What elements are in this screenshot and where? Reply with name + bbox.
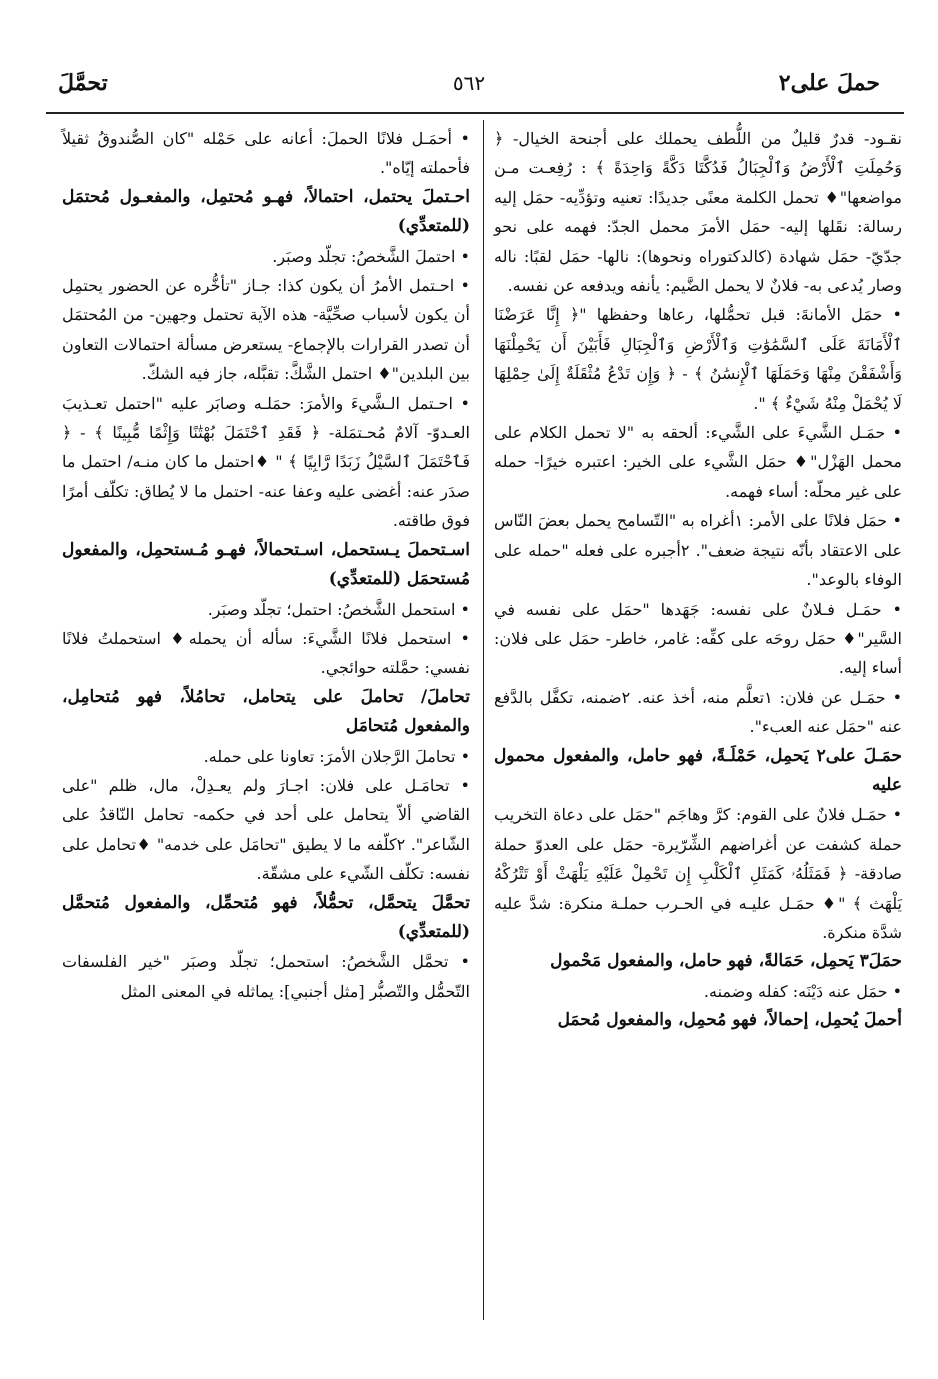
entry-paragraph: • احـتمل الـشَّيءَ والأمرَ: حمَلـه وصابَر عليه "احتمل تعـذيبَ العـدوّ- آلامٌ مُحـتمَلة- ﴿ فَقَدِ ٱحْتَمَلَ بُهْتَٰنًا وَإِثْمًا مُّبِينًا ﴾ - ﴿ فَٱحْتَمَلَ ٱلسَّيْلُ زَبَدًا رَّابِيًا ﴾ " ♦احتمل ما كان منـه/ احتمل ما صدَر عنه: أغضى عليه وعفا عنه- احتمل ما لا يُطاق: تكلّف أمرًا فوق طاقته.: [62, 393, 470, 531]
entry-paragraph: • تحامَـل على فلان: اجـارَ ولم يعـدِلْ، مال، ظلم "على القاضي ألاّ يتحامل على أحد في حكمه- تحامل النّاقدُ على الشّاعر". ٢كلّفه ما لا يطيق "تحامَل على خدمه" ♦تحامل على نفسه: تكلّف الشّيء على مشقّة.: [62, 775, 471, 884]
entry-paragraph: • حمَل فلانًا على الأمر: ١أغراه به "التّسامح يحمل بعضَ النّاس على الاعتقاد بأنّه نتيجة ضعف". ٢أجبره على فعله "حمله على الوفاء بالوعد".: [494, 511, 902, 590]
entry-paragraph: • تحاملَ الرَّجلان الأمرَ: تعاونا على حمله.: [203, 746, 470, 766]
entry-paragraph: • استحمل الشَّخصُ: احتمل؛ تجلّد وصبَر.: [207, 599, 470, 619]
entry-paragraph: • احتملَ الشَّخصُ: تجلّد وصبَر.: [272, 246, 470, 266]
entry-paragraph: • أحمَـل فلانًا الحملَ: أعانه على حَمْله "كان الصُّندوقُ ثقيلاً فأحملته إيّاه".: [62, 129, 470, 178]
entry-paragraph: • حمَـل فلانٌ على القوم: كرَّ وهاجَم "حمَل على دعاة التخريب حملة كشفت عن أغراضهم الشِّرّيرة- حمَل على العدوّ حملة صادقة- ﴿ فَمَثَلُهُۥ كَمَثَلِ ٱلْكَلْبِ إِن تَحْمِلْ عَلَيْهِ يَلْهَثْ أَوْ تَتْرُكْهُ يَلْهَث ﴾ "♦ حمَـل عليـه في الحـرب حملـة منكرة: شدَّ عليه شدَّة منكرة.: [494, 805, 902, 942]
headword-entry: حمَلَ٣ يَحمِل، حَمَالةً، فهو حامل، والمفعول مَحْمول: [550, 951, 902, 972]
headword-entry: حمَـلَ على٢ يَحمِل، حَمْلَـةً، فهو حامل، والمفعول محمول عليه: [494, 745, 902, 795]
header-left-word: تحمَّلَ: [58, 70, 108, 96]
right-column: [494, 124, 902, 1036]
entry-paragraph: • حمَل الأمانةَ: قبل تحمُّلها، رعاها وحفظها "﴿ إِنَّا عَرَضْنَا ٱلْأَمَانَةَ عَلَى ٱلسَّمَٰوَٰتِ وَٱلْأَرْضِ وَٱلْجِبَالِ فَأَبَيْنَ أَن يَحْمِلْنَهَا وَأَشْفَقْنَ مِنْهَا وَحَمَلَهَا ٱلْإِنسَٰنُ ﴾ - ﴿ وَإِن تَدْعُ مُثْقَلَةٌ إِلَىٰ حِمْلِهَا لَا يُحْمَلْ مِنْهُ شَيْءٌ ﴾ ".: [494, 305, 903, 413]
entry-paragraph: • تحمَّل الشَّخصُ: استحمل؛ تجلّد وصبَر "خير الفلسفات التّحمُّل والتّصبُّر [مثل أجنبي]: يماثله في المعنى المثل: [62, 952, 470, 1001]
headword-entry: احـتملَ يحتمل، احتمالاً، فهـو مُحتمِل، والمفعـول مُحتمَل (للمتعدِّي): [62, 186, 470, 237]
left-column: [62, 124, 470, 1006]
entry-paragraph: • حمَل عنه دَيْنَه: كفله وضمنه.: [703, 981, 902, 1001]
page-number: ٥٦٢: [452, 71, 486, 95]
entry-paragraph: • حمَـل فـلانٌ على نفسه: جَهَدها "حمَل على نفسه في السَّير"♦ حمَل روحَه على كفِّه: غامر، خاطر- حمَل على فلان: أساء إليه.: [494, 599, 902, 678]
entry-paragraph: • حمَـل عن فلان: ١تعلَّم منه، أخذ عنه. ٢ضمنه، تكفَّل بالدَّفع عنه "حمَل عنه العبء".: [494, 687, 903, 737]
entry-paragraph: نقـود- قدرٌ قليلٌ من اللُّطف يحملك على أجنحة الخيال- ﴿ وَحُمِلَتِ ٱلْأَرْضُ وَٱلْجِبَالُ فَدُكَّتَا دَكَّةً وَاحِدَةً ﴾ : رُفِعـت مـن مواضعها"♦ تحمل الكلمة معنًى جديدًا: تعنيه وتؤدِّيه- حمَل إليه رسالة: نقَلها إليه- حمَل الأمرَ محمل الجدّ: فهمه على نحو جدّيّ- حمَل شهادة (كالدكتوراه ونحوها): نالها- حمَل لقبًا: ناله وصار يُدعى به- فلانٌ لا يحمل الضَّيم: يأنفه ويدفعه عن نفسه.: [494, 129, 902, 296]
headword-entry: اسـتحملَ يـستحمل، اسـتحمالاً، فهـو مُـستحمِل، والمفعول مُستحمَل (للمتعدِّي): [62, 539, 470, 590]
column-divider: [483, 120, 484, 1320]
headword-entry: تحمَّلَ يتحمَّل، تحمُّلاً، فهو مُتحمِّل، والمفعول مُتحمَّل (للمتعدِّي): [62, 892, 470, 942]
headword-entry: أحملَ يُحمِل، إحمالاً، فهو مُحمِل، والمفعول مُحمَل: [557, 1010, 902, 1031]
header-rule: [46, 112, 904, 114]
entry-paragraph: • احـتمل الأمرُ أن يكون كذا: جـاز "تأخُّره عن الحضور يحتمِل أن يكون لأسباب صحِّيَّة- هذه الآية تحتمل وجهين- من المُحتمَل أن تصدر القرارات بالإجماع- يستعرض مسألة احتمالات التعاون بين البلدين"♦ احتمل الشَّكَّ: تقبَّله، جاز فيه الشكّ.: [62, 276, 470, 384]
headword-entry: تحاملَ/ تحاملَ على يتحامل، تحامُلاً، فهو مُتحامِل، والمفعول مُتحامَل: [62, 686, 470, 737]
header-right-word: حملَ على٢: [778, 70, 880, 96]
entry-paragraph: • استحمل فلانًا الشَّيءَ: سأله أن يحمله♦ استحملتُ فلانًا نفسي: حمَّلته حوائجي.: [62, 628, 470, 678]
entry-paragraph: • حمَـل الشَّيءَ على الشَّيء: ألحقه به "لا تحمل الكلام على محمل الهَزْل"♦ حمَل الشَّيء على الخير: اعتبره خيرًا- حمله على غير محلّه: أساء فهمه.: [494, 423, 902, 501]
